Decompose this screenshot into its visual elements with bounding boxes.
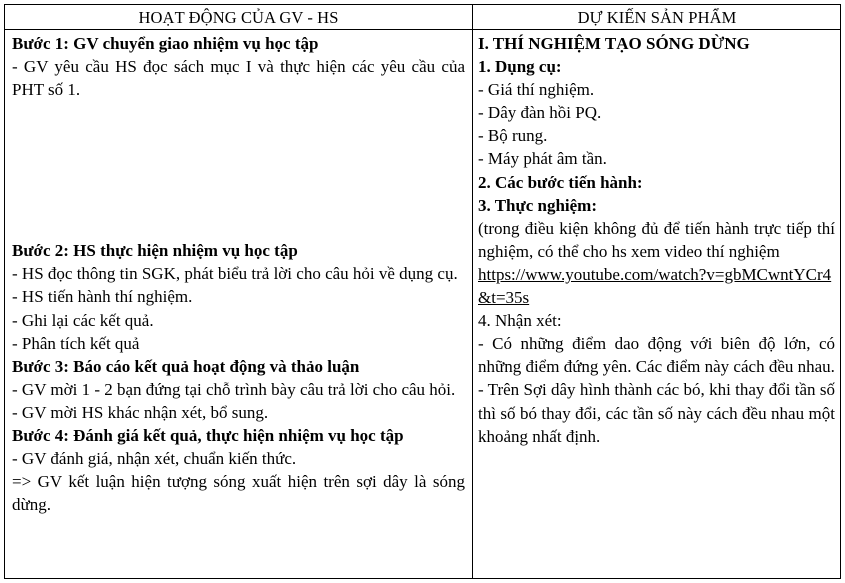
- remark-item: - Trên Sợi dây hình thành các bó, khi thay đổi tần số thì số bó thay đổi, các tần số này cách đều nhau một khoảng nhất định.: [478, 380, 835, 446]
- experiment-title: 3. Thực nghiệm:: [478, 195, 597, 215]
- step2-line: - HS tiến hành thí nghiệm.: [12, 287, 193, 307]
- activity-table: [4, 4, 841, 579]
- step3-line: - GV mời HS khác nhận xét, bổ sung.: [12, 402, 269, 422]
- header-expected-product: DỰ KIẾN SẢN PHẨM: [577, 8, 737, 27]
- step2-title: Bước 2: HS thực hiện nhiệm vụ học tập: [12, 241, 298, 261]
- step4-line: - GV đánh giá, nhận xét, chuẩn kiến thức.: [12, 449, 297, 469]
- step1-title: Bước 1: GV chuyển giao nhiệm vụ học tập: [12, 34, 319, 53]
- tool-item: - Máy phát âm tần.: [478, 149, 607, 169]
- right-column: [478, 32, 835, 448]
- column-divider: [472, 5, 473, 578]
- header-divider: [5, 29, 840, 30]
- blank-space: [12, 101, 465, 239]
- step2-line: - Ghi lại các kết quả.: [12, 310, 154, 330]
- tools-title: 1. Dụng cụ:: [478, 57, 562, 77]
- step4-line: => GV kết luận hiện tượng sóng xuất hiện trên sợi dây là sóng dừng.: [12, 472, 465, 515]
- steps-title: 2. Các bước tiến hành:: [478, 172, 643, 192]
- section-title: I. THÍ NGHIỆM TẠO SÓNG DỪNG: [478, 34, 750, 53]
- video-link[interactable]: https://www.youtube.com/watch?v=gbMCwntYCr4&t=35s: [478, 264, 832, 308]
- step3-line: - GV mời 1 - 2 bạn đứng tại chỗ trình bày câu trả lời cho câu hỏi.: [12, 379, 456, 399]
- step2-line: - Phân tích kết quả: [12, 333, 140, 353]
- tool-item: - Dây đàn hồi PQ.: [478, 103, 602, 123]
- tool-item: - Giá thí nghiệm.: [478, 80, 595, 100]
- step2-line: - HS đọc thông tin SGK, phát biểu trả lời cho câu hỏi về dụng cụ.: [12, 264, 458, 284]
- left-column: [12, 32, 465, 516]
- tool-item: - Bộ rung.: [478, 126, 548, 146]
- step3-title: Bước 3: Báo cáo kết quả hoạt động và thảo luận: [12, 356, 360, 376]
- step1-line: - GV yêu cầu HS đọc sách mục I và thực hiện các yêu cầu của PHT số 1.: [12, 57, 465, 100]
- remark-item: - Có những điểm dao động với biên độ lớn, có những điểm đứng yên. Các điểm này cách đều nhau.: [478, 334, 835, 377]
- header-teacher-student-activity: HOẠT ĐỘNG CỦA GV - HS: [138, 8, 339, 27]
- experiment-note: (trong điều kiện không đủ để tiến hành trực tiếp thí nghiệm, có thể cho hs xem video thí nghiệm: [478, 218, 835, 261]
- remarks-title: 4. Nhận xét:: [478, 311, 562, 331]
- step4-title: Bước 4: Đánh giá kết quả, thực hiện nhiệm vụ học tập: [12, 426, 404, 446]
